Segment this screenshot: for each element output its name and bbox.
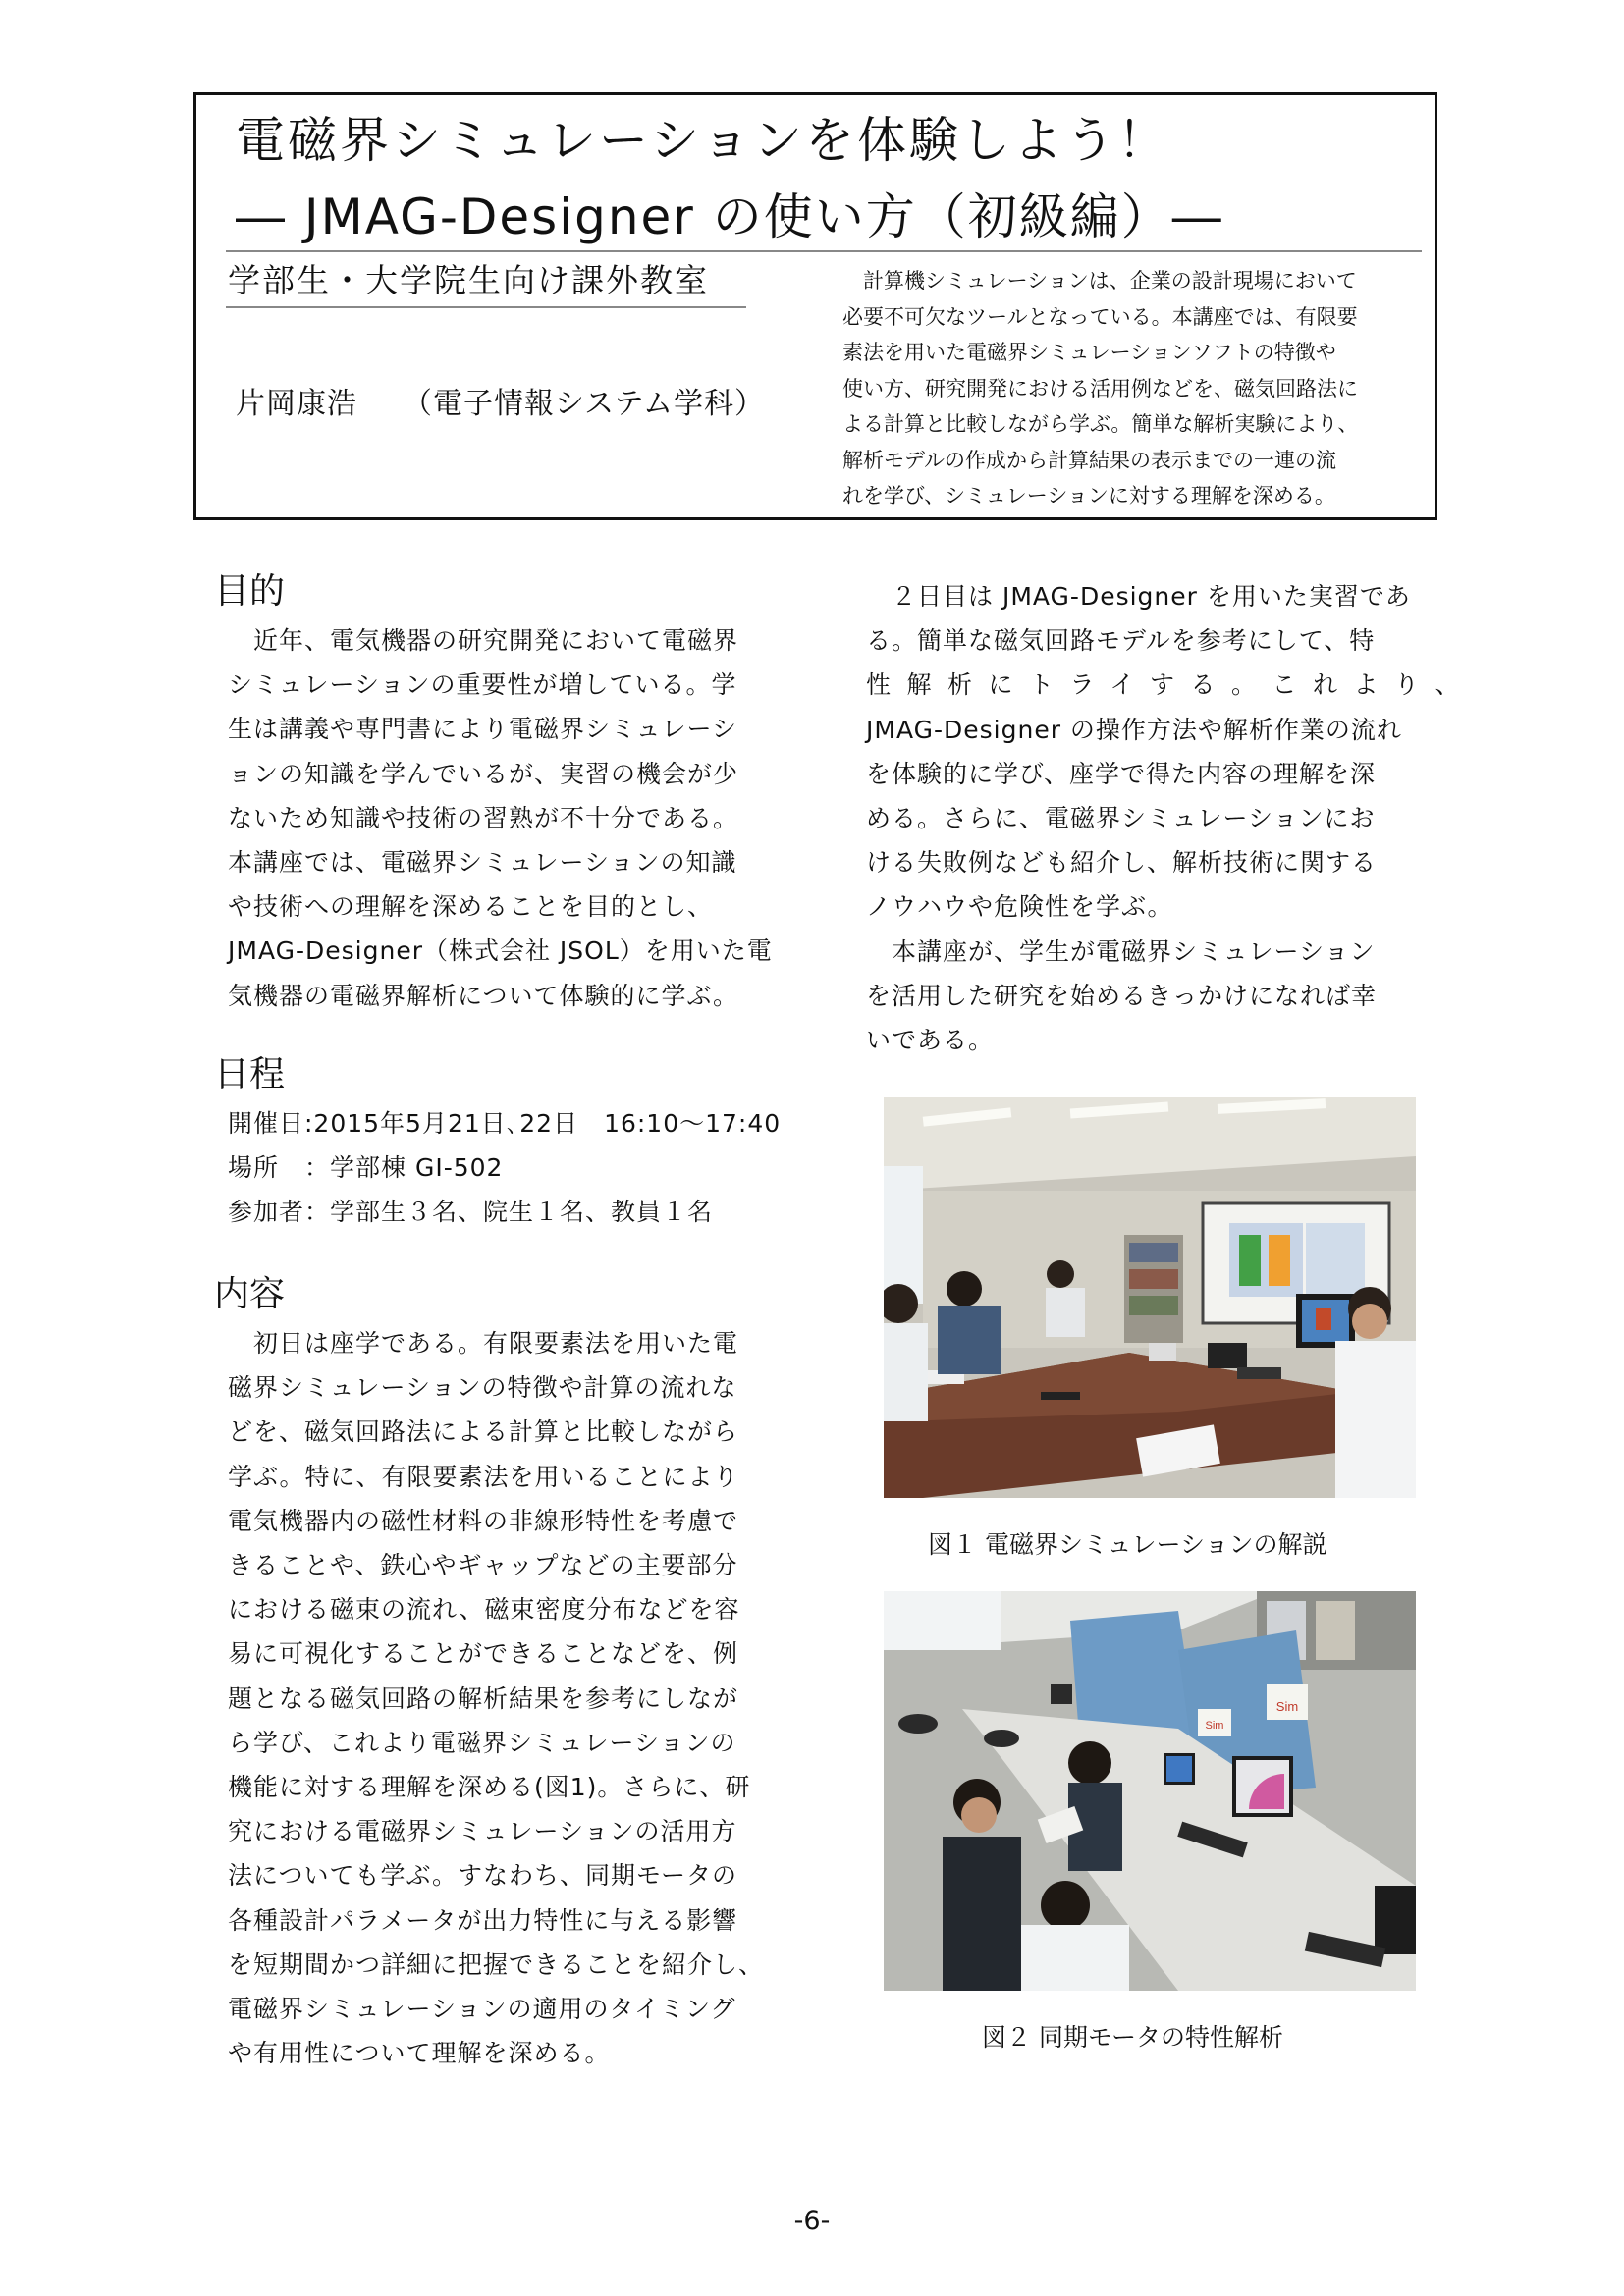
abstract: [842, 263, 1402, 514]
abstract-line: 必要不可欠なツールとなっている。本講座では、有限要: [842, 304, 1358, 329]
paragraph-line: 題となる磁気回路の解析結果を参考にしなが: [228, 1683, 739, 1713]
purpose-body: [228, 618, 797, 1018]
paragraph-line: 磁界シミュレーションの特徴や計算の流れな: [228, 1373, 737, 1403]
wall-sign-1-text: Sim: [1205, 1720, 1224, 1732]
paragraph-line: を活用した研究を始めるきっかけになれば幸: [866, 981, 1378, 1010]
section-heading-schedule: 日程: [214, 1054, 286, 1095]
paragraph-line: ら学び、これより電磁界シミュレーションの: [228, 1728, 736, 1757]
author-name: 片岡康浩: [236, 387, 357, 421]
paragraph-line: ２日目は JMAG-Designer を用いた実習であ: [866, 582, 1411, 611]
schedule-place: 場所 ：学部棟 GI-502: [228, 1153, 504, 1183]
abstract-line: 素法を用いた電磁界シミュレーションソフトの特徴や: [842, 341, 1336, 364]
paragraph-line: における磁束の流れ、磁束密度分布などを容: [228, 1595, 740, 1625]
wall-sign-2-text: Sim: [1275, 1699, 1299, 1714]
title-line-1: 電磁界シミュレーションを体験しよう！: [236, 112, 1169, 169]
paragraph-line: ないため知識や技術の習熟が不十分である。: [228, 803, 739, 832]
abstract-line: 解析モデルの作成から計算結果の表示までの一連の流: [842, 448, 1336, 472]
classroom-lecture-illustration: [884, 1097, 1416, 1498]
abstract-line: よる計算と比較しながら学ぶ。簡単な解析実験により、: [842, 412, 1359, 436]
paragraph-line: きることや、鉄心やギャップなどの主要部分: [228, 1551, 738, 1580]
paragraph-line: 本講座が、学生が電磁界シミュレーション: [866, 936, 1376, 966]
schedule-date: 開催日:2015年5月21日､22日 16:10～17:40: [228, 1109, 782, 1138]
paragraph-line: 学ぶ。特に、有限要素法を用いることにより: [228, 1462, 739, 1491]
paragraph-line: ける失敗例なども紹介し、解析技術に関する: [866, 848, 1378, 878]
paragraph-line: 法についても学ぶ。すなわち、同期モータの: [228, 1861, 738, 1891]
computer-lab-illustration: [884, 1591, 1416, 1991]
paragraph-line: 各種設計パラメータが出力特性に与える影響: [228, 1905, 738, 1935]
paragraph-line: ョンの知識を学んでいるが、実習の機会が少: [228, 759, 739, 788]
figure-2-photo: [884, 1591, 1416, 1991]
paragraph-line: や技術への理解を深めることを目的とし、: [228, 892, 714, 922]
figure-1-photo: [884, 1097, 1416, 1498]
schedule-participants: 参加者：学部生３名、院生１名、教員１名: [228, 1198, 714, 1227]
paragraph-line: を短期間かつ詳細に把握できることを紹介し、: [228, 1949, 765, 1979]
paragraph-line: 気機器の電磁界解析について体験的に学ぶ。: [228, 981, 739, 1010]
paragraph-line: 電気機器内の磁性材料の非線形特性を考慮で: [228, 1506, 739, 1535]
paragraph-line: JMAG-Designer の操作方法や解析作業の流れ: [866, 715, 1402, 744]
paragraph-line: 機能に対する理解を深める(図1)。さらに、研: [228, 1773, 751, 1802]
subtitle-rule: [226, 306, 746, 308]
paragraph-line: 本講座では、電磁界シミュレーションの知識: [228, 848, 737, 878]
paragraph-line: 究における電磁界シミュレーションの活用方: [228, 1817, 737, 1846]
figure-2-caption: 図２ 同期モータの特性解析: [982, 2023, 1283, 2052]
title-rule: [226, 250, 1422, 252]
paragraph-line: 初日は座学である。有限要素法を用いた電: [228, 1329, 739, 1358]
abstract-line: 計算機シミュレーションは、企業の設計現場において: [842, 269, 1357, 293]
content-body: [228, 1321, 764, 2075]
paragraph-line: いである。: [866, 1026, 995, 1055]
paragraph-line: 近年、電気機器の研究開発において電磁界: [228, 626, 739, 655]
paragraph-line: や有用性について理解を深める。: [228, 2039, 611, 2068]
day2-body: [866, 574, 1477, 1062]
section-heading-content: 内容: [214, 1274, 286, 1314]
author-department: （電子情報システム学科）: [403, 387, 765, 421]
page-number: -6-: [793, 2206, 831, 2236]
title-line-2: ― JMAG-Designer の使い方（初級編）―: [236, 188, 1223, 245]
paragraph-line: どを、磁気回路法による計算と比較しながら: [228, 1417, 739, 1447]
paragraph-line: 性解析にトライする。これより、: [866, 670, 1477, 700]
paragraph-line: を体験的に学び、座学で得た内容の理解を深: [866, 759, 1377, 788]
paragraph-line: 易に可視化することができることなどを、例: [228, 1639, 739, 1669]
figure-1-caption: 図１ 電磁界シミュレーションの解説: [928, 1530, 1327, 1559]
paragraph-line: JMAG-Designer（株式会社 JSOL）を用いた電: [228, 936, 773, 966]
paragraph-line: める。さらに、電磁界シミュレーションにお: [866, 804, 1376, 833]
author-line: [236, 383, 765, 426]
paragraph-line: ノウハウや危険性を学ぶ。: [866, 892, 1173, 922]
paragraph-line: る。簡単な磁気回路モデルを参考にして、特: [866, 626, 1376, 656]
abstract-line: れを学び、シミュレーションに対する理解を深める。: [842, 484, 1335, 507]
paragraph-line: 生は講義や専門書により電磁界シミュレーシ: [228, 715, 738, 744]
schedule-body: [228, 1101, 781, 1235]
subtitle: 学部生・大学院生向け課外教室: [228, 261, 709, 299]
abstract-line: 使い方、研究開発における活用例などを、磁気回路法に: [842, 376, 1358, 400]
section-heading-purpose: 目的: [214, 571, 286, 612]
paragraph-line: 電磁界シミュレーションの適用のタイミング: [228, 1995, 736, 2024]
paragraph-line: シミュレーションの重要性が増している。学: [228, 670, 737, 700]
